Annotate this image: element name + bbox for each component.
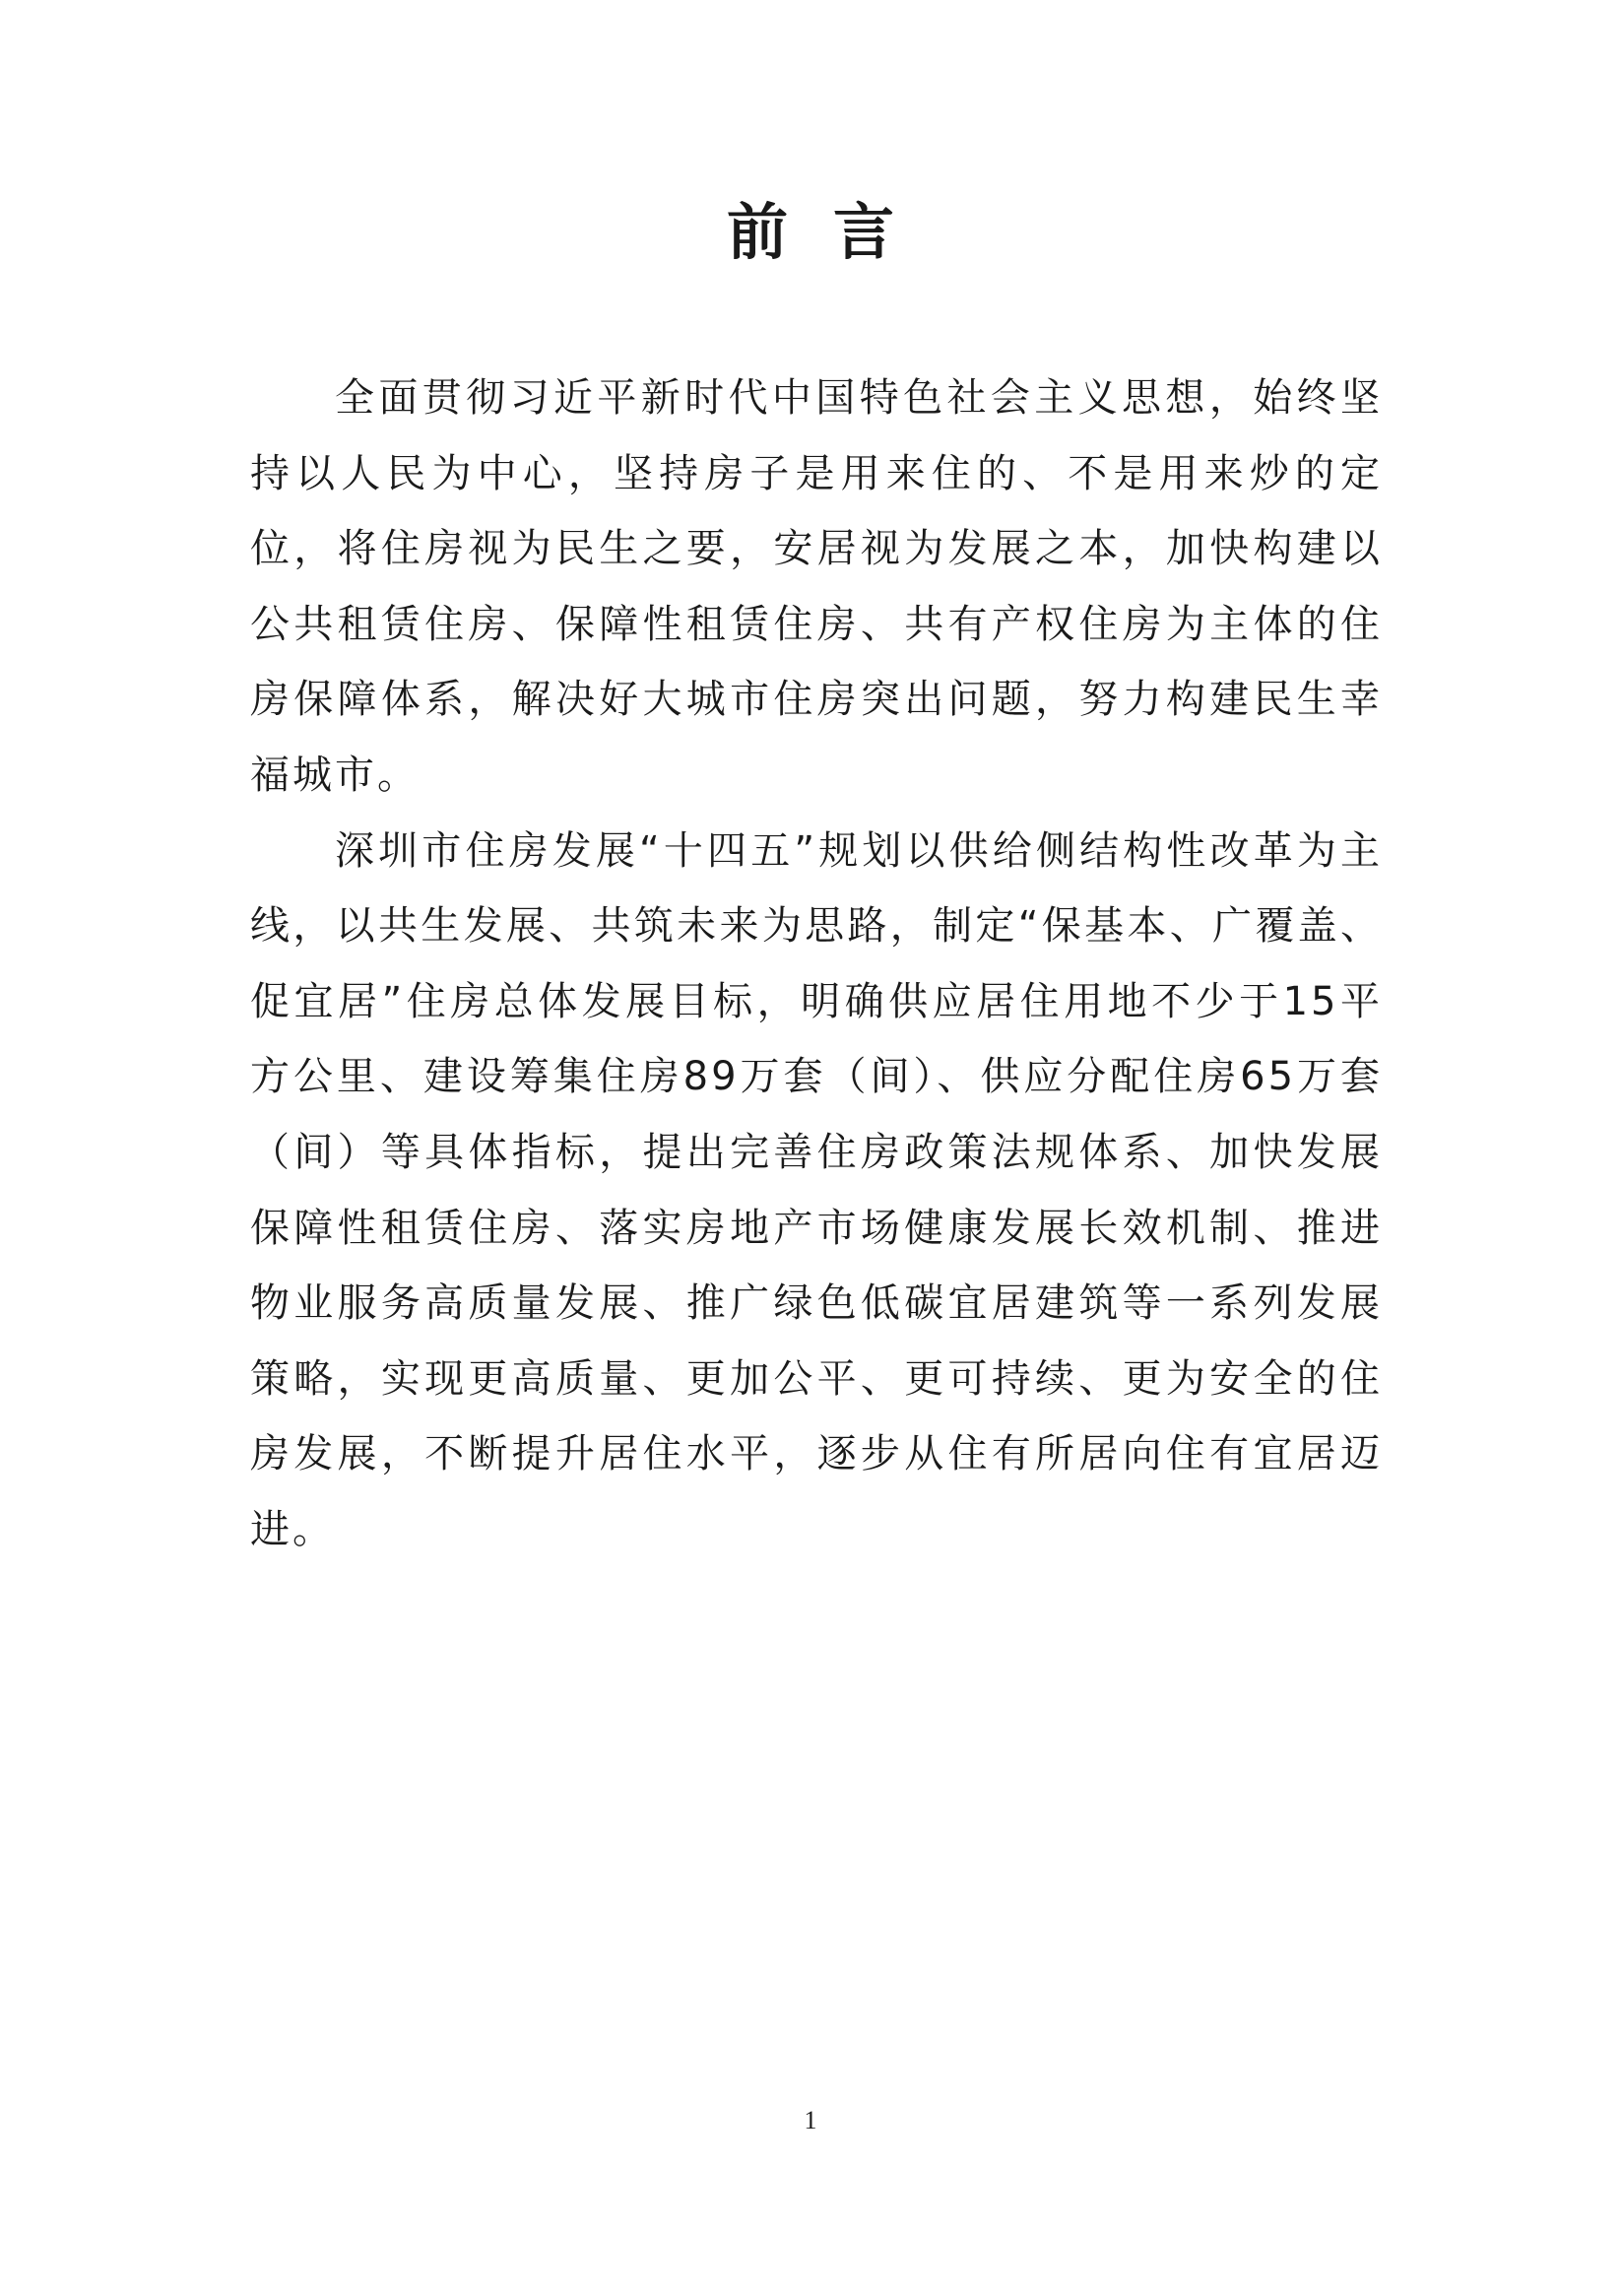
- paragraph-2: 深圳市住房发展“十四五”规划以供给侧结构性改革为主线，以共生发展、共筑未来为思路，制定“保基本、广覆盖、促宜居”住房总体发展目标，明确供应居住用地不少于15平方公里、建设筹集住房89万套（间）、供应分配住房65万套（间）等具体指标，提出完善住房政策法规体系、加快发展保障性租赁住房、落实房地产市场健康发展长效机制、推进物业服务高质量发展、推广绿色低碳宜居建筑等一系列发展策略，实现更高质量、更加公平、更可持续、更为安全的住房发展，不断提升居住水平，逐步从住有所居向住有宜居迈进。: [250, 827, 1383, 1552]
- body-text: [250, 361, 1383, 1568]
- paragraph-1: 全面贯彻习近平新时代中国特色社会主义思想，始终坚持以人民为中心，坚持房子是用来住的、不是用来炒的定位，将住房视为民生之要，安居视为发展之本，加快构建以公共租赁住房、保障性租赁住房、共有产权住房为主体的住房保障体系，解决好大城市住房突出问题，努力构建民生幸福城市。: [250, 375, 1383, 798]
- page-title: 前言: [726, 196, 940, 268]
- page-number: 1: [804, 2106, 817, 2134]
